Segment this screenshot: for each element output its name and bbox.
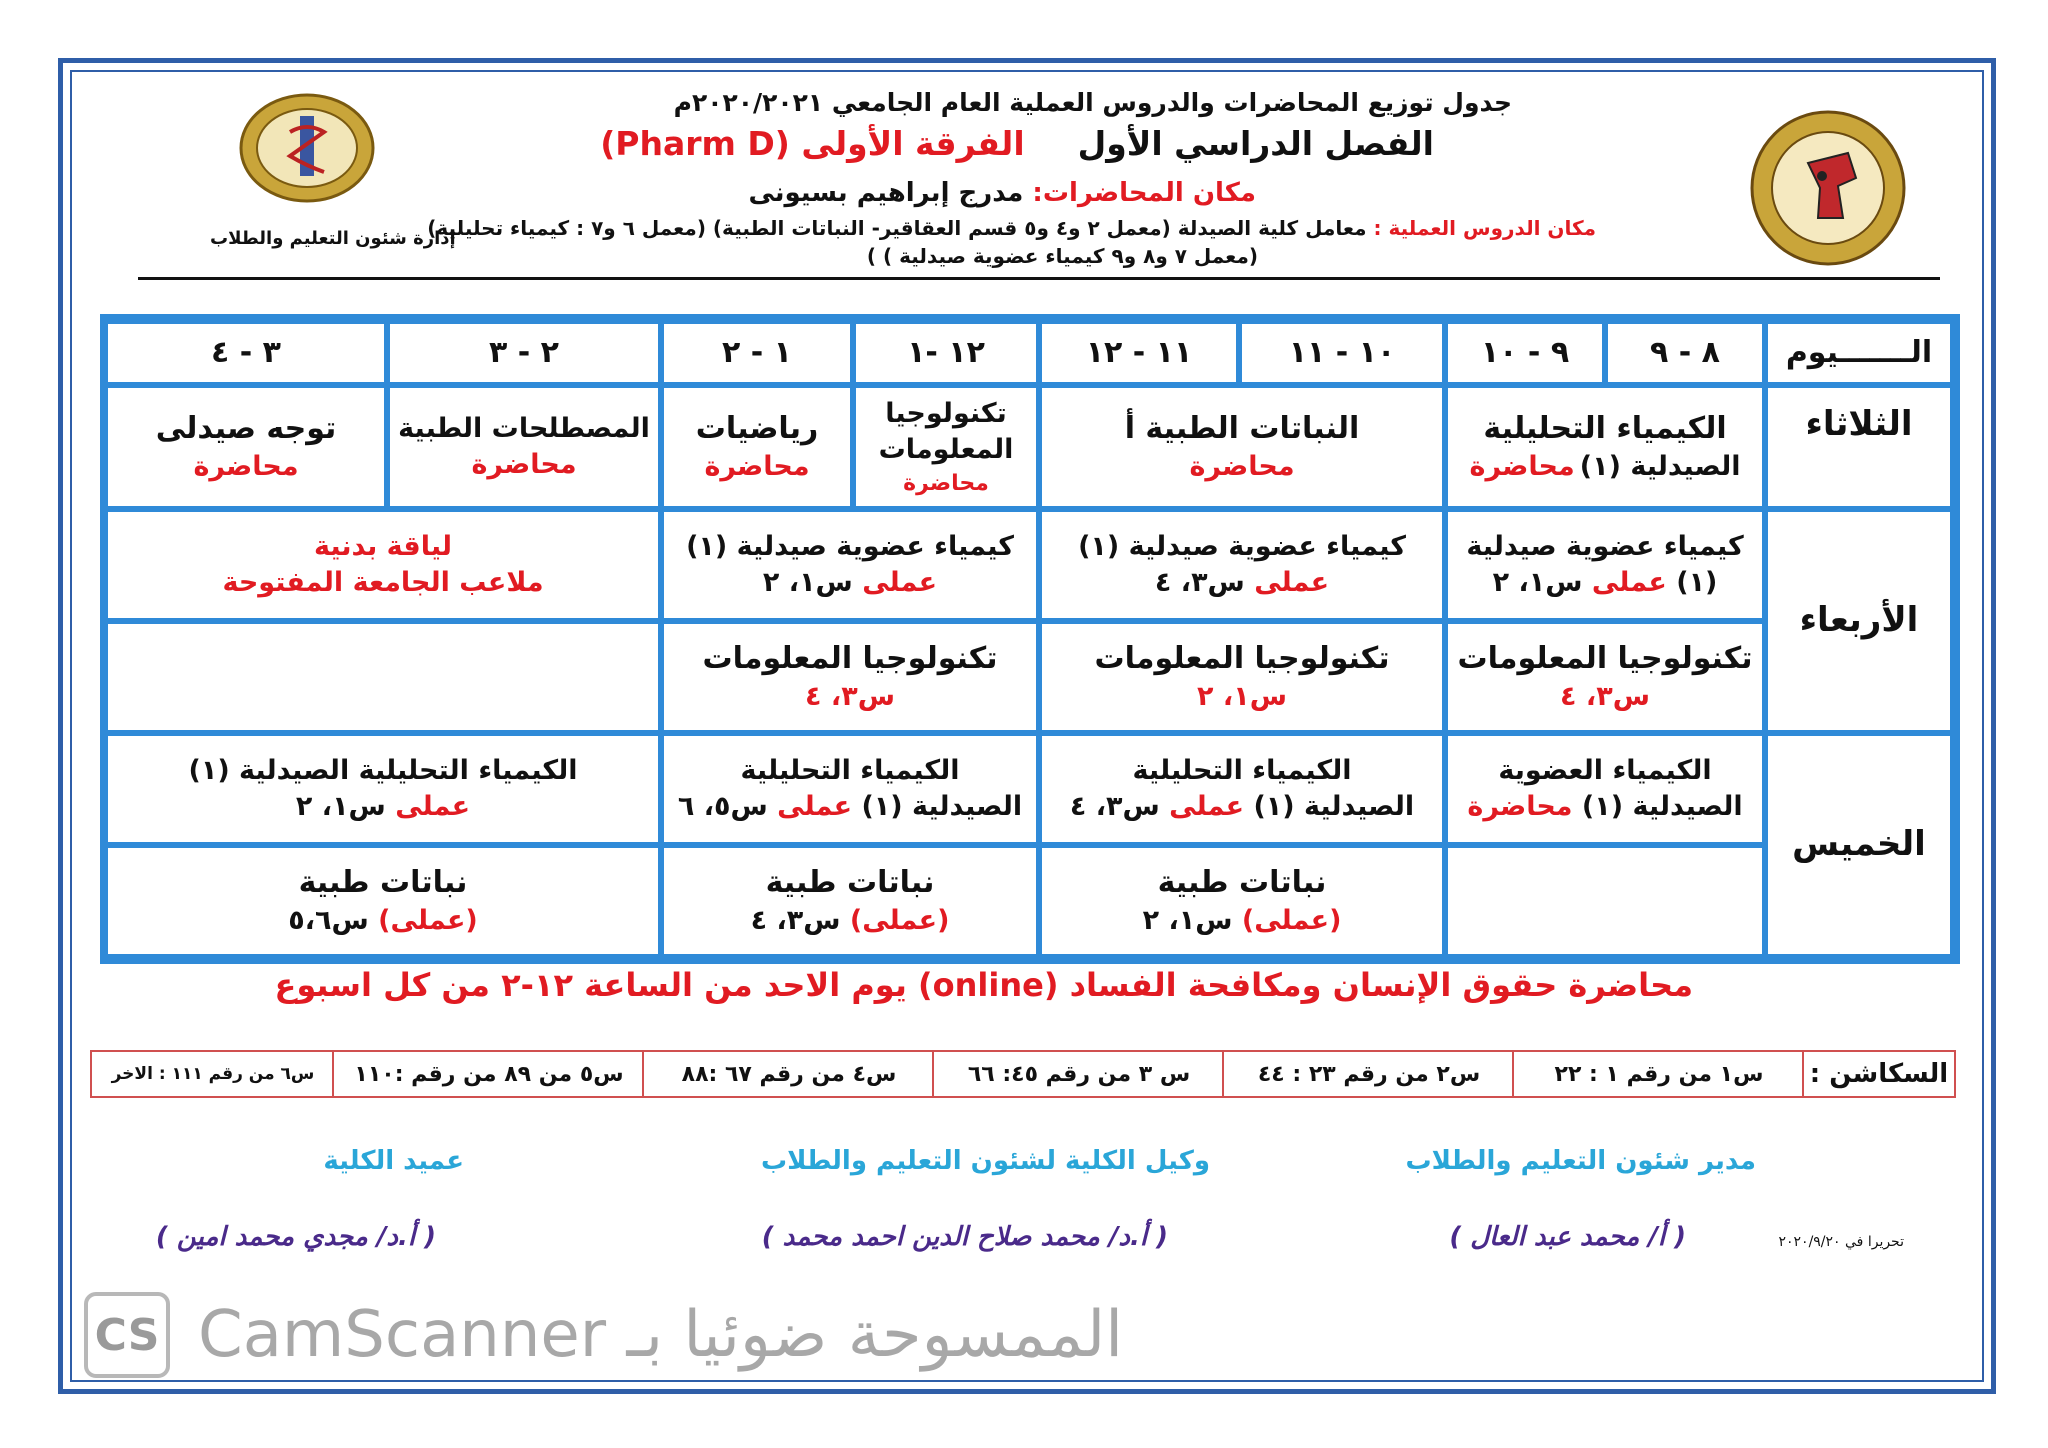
session-type: عملى <box>1169 791 1245 822</box>
course-name-2: (١) <box>1676 567 1718 598</box>
day-thursday: الخميس <box>1765 733 1953 957</box>
header-slot-10-11: ١٠ - ١١ <box>1239 321 1445 385</box>
course-name: كيمياء عضوية صيدلية (١) <box>686 530 1014 562</box>
lecture-place-label: مكان المحاضرات: <box>1032 178 1256 208</box>
signature-title-dean: عميد الكلية <box>323 1146 464 1176</box>
section-group: س٣، ٤ <box>805 681 895 713</box>
session-type: (عملى) <box>378 905 478 937</box>
course-name: الكيمياء العضوية <box>1498 754 1712 786</box>
course-name: النباتات الطبية أ <box>1124 410 1360 446</box>
course-name: الكيمياء التحليلية الصيدلية (١) <box>188 754 578 786</box>
location: ملاعب الجامعة المفتوحة <box>222 567 544 598</box>
header-slot-9-10: ٩ - ١٠ <box>1445 321 1605 385</box>
schedule-cell <box>661 733 1039 845</box>
header-slot-1-2: ١ - ٢ <box>661 321 853 385</box>
course-name: المصطلحات الطبية <box>398 412 650 444</box>
header-slot-8-9: ٨ - ٩ <box>1605 321 1765 385</box>
online-lecture-note: محاضرة حقوق الإنسان ومكافحة الفساد (online) يوم الاحد من الساعة ١٢-٢ من كل اسبوع <box>274 966 1693 1004</box>
labs-text: معامل كلية الصيدلة (معمل ٢ و٤ و٥ قسم العقاقير- النباتات الطبية) (معمل ٦ و٧ : كيمياء تحليلية) <box>427 216 1367 240</box>
session-type: محاضرة <box>1469 451 1575 483</box>
session-type: عملى <box>862 567 938 598</box>
schedule-cell <box>1445 509 1765 621</box>
section-group: س١، ٢ <box>295 791 386 822</box>
schedule-cell <box>1039 509 1445 621</box>
faculty-logo <box>238 92 376 204</box>
section-group: س٥، ٦ <box>677 791 768 822</box>
course-name-2: المعلومات <box>878 434 1014 466</box>
section-group: س١، ٢ <box>1492 567 1583 598</box>
course-name: تكنولوجيا المعلومات <box>702 640 998 676</box>
header-slot-11-12: ١١ - ١٢ <box>1039 321 1239 385</box>
schedule-cell <box>105 845 661 957</box>
session-type: محاضرة <box>903 470 989 496</box>
document-title: جدول توزيع المحاضرات والدروس العملية العام الجامعي ٢٠٢٠/٢٠٢١م <box>673 88 1512 117</box>
schedule-cell <box>661 845 1039 957</box>
header-slot-3-4: ٣ - ٤ <box>105 321 387 385</box>
schedule-cell <box>661 385 853 509</box>
header-day: الـــــــيوم <box>1765 321 1953 385</box>
session-type: محاضرة <box>704 451 810 483</box>
signature-title-vice-dean: وكيل الكلية لشئون التعليم والطلاب <box>760 1146 1210 1176</box>
camscanner-logo-icon: CS <box>84 1292 170 1378</box>
course-name: تكنولوجيا <box>885 397 1007 429</box>
section-item: س١ من رقم ١ : ٢٢ <box>1512 1052 1804 1096</box>
section-item: س٤ من رقم ٦٧ :٨٨ <box>642 1052 934 1096</box>
signature-name-director: ( أ/ محمد عبد العال ) <box>1449 1222 1686 1252</box>
camscanner-watermark <box>84 1292 1123 1378</box>
labs-line <box>427 216 1596 240</box>
session-type: عملى <box>395 791 471 822</box>
session-type: عملى <box>1591 567 1667 598</box>
course-name: نباتات طبية <box>1157 864 1327 900</box>
session-type: (عملى) <box>849 905 950 937</box>
schedule-cell <box>387 385 661 509</box>
signature-name-vice-dean: ( أ.د/ محمد صلاح الدين احمد محمد ) <box>761 1222 1168 1252</box>
session-type: (عملى) <box>1241 905 1342 937</box>
schedule-cell <box>1445 733 1765 845</box>
schedule-cell-empty <box>105 621 661 733</box>
lecture-place-line <box>748 178 1256 208</box>
labs-text-2: (معمل ٧ و٨ و٩ كيمياء عضوية صيدلية ) ) <box>866 244 1258 268</box>
header-slot-12-1: ١٢ -١ <box>853 321 1039 385</box>
schedule-cell <box>661 621 1039 733</box>
day-tuesday: الثلاثاء <box>1765 385 1953 509</box>
session-type: محاضرة <box>193 451 299 483</box>
sections-table <box>90 1050 1956 1098</box>
course-name: توجه صيدلى <box>155 410 337 446</box>
course-name-2: الصيدلية (١) <box>1253 791 1415 822</box>
department-name: إدارة شئون التعليم والطلاب <box>210 228 456 249</box>
course-name: الكيمياء التحليلية <box>1483 410 1727 446</box>
lecture-place: مدرج إبراهيم بسيونى <box>748 178 1024 208</box>
section-group: س١، ٢ <box>1142 905 1233 937</box>
schedule-cell <box>105 733 661 845</box>
year-group: الفرقة الأولى (Pharm D) <box>600 124 1025 163</box>
course-name: نباتات طبية <box>765 864 935 900</box>
section-group: س٣، ٤ <box>750 905 841 937</box>
course-name-2: الصيدلية (١) <box>1579 451 1741 483</box>
header-divider <box>138 277 1940 280</box>
section-item: س٢ من رقم ٢٣ : ٤٤ <box>1222 1052 1514 1096</box>
section-item: س٦ من رقم ١١١ : الاخر <box>111 1064 315 1084</box>
schedule-cell <box>1445 621 1765 733</box>
schedule-cell <box>853 385 1039 509</box>
schedule-cell <box>1039 621 1445 733</box>
schedule-cell <box>1039 845 1445 957</box>
day-wednesday: الأربعاء <box>1765 509 1953 733</box>
schedule-cell-empty <box>1445 845 1765 957</box>
issue-date: تحريرا في ٢٠٢٠/٩/٢٠ <box>1778 1234 1904 1250</box>
course-name-2: الصيدلية (١) <box>1581 791 1743 822</box>
schedule-cell <box>1445 385 1765 509</box>
signature-name-dean: ( أ.د/ مجدي محمد امين ) <box>155 1222 436 1252</box>
course-name: تكنولوجيا المعلومات <box>1457 640 1753 676</box>
university-logo <box>1748 108 1908 268</box>
course-name: كيمياء عضوية صيدلية (١) <box>1078 530 1406 562</box>
schedule-cell <box>661 509 1039 621</box>
schedule-cell <box>1039 385 1445 509</box>
header-slot-2-3: ٢ - ٣ <box>387 321 661 385</box>
section-group: س٣، ٤ <box>1154 567 1245 598</box>
section-group: س٥،٦ <box>288 905 369 937</box>
section-group: س٣، ٤ <box>1069 791 1160 822</box>
session-type: محاضرة <box>471 449 577 480</box>
schedule-table <box>100 314 1960 964</box>
session-type: محاضرة <box>1189 451 1295 483</box>
course-name: نباتات طبية <box>298 864 468 900</box>
section-item: س ٣ من رقم ٤٥: ٦٦ <box>932 1052 1224 1096</box>
course-name: لياقة بدنية <box>313 530 453 562</box>
schedule-cell <box>1039 733 1445 845</box>
course-name: تكنولوجيا المعلومات <box>1094 640 1390 676</box>
watermark-text: CamScanner الممسوحة ضوئيا بـ <box>198 1298 1124 1372</box>
section-group: س١، ٢ <box>762 567 853 598</box>
course-name-2: الصيدلية (١) <box>861 791 1023 822</box>
section-item: س٥ من ٨٩ من رقم :١١٠ <box>332 1052 644 1096</box>
course-name: كيمياء عضوية صيدلية <box>1466 530 1744 562</box>
course-name: الكيمياء التحليلية <box>740 754 960 786</box>
section-group: س٣، ٤ <box>1560 681 1650 713</box>
labs-label: مكان الدروس العملية : <box>1373 216 1596 240</box>
course-name: الكيمياء التحليلية <box>1132 754 1352 786</box>
signature-title-director: مدير شئون التعليم والطلاب <box>1405 1146 1756 1176</box>
course-name: رياضيات <box>695 410 819 446</box>
session-type: عملى <box>777 791 853 822</box>
schedule-cell <box>105 385 387 509</box>
session-type: محاضرة <box>1467 791 1573 822</box>
sections-label: السكاشن : <box>1802 1052 1954 1096</box>
section-group: س١، ٢ <box>1197 681 1287 713</box>
schedule-cell <box>105 509 661 621</box>
semester-line <box>600 124 1434 163</box>
session-type: عملى <box>1254 567 1330 598</box>
semester: الفصل الدراسي الأول <box>1077 124 1434 163</box>
